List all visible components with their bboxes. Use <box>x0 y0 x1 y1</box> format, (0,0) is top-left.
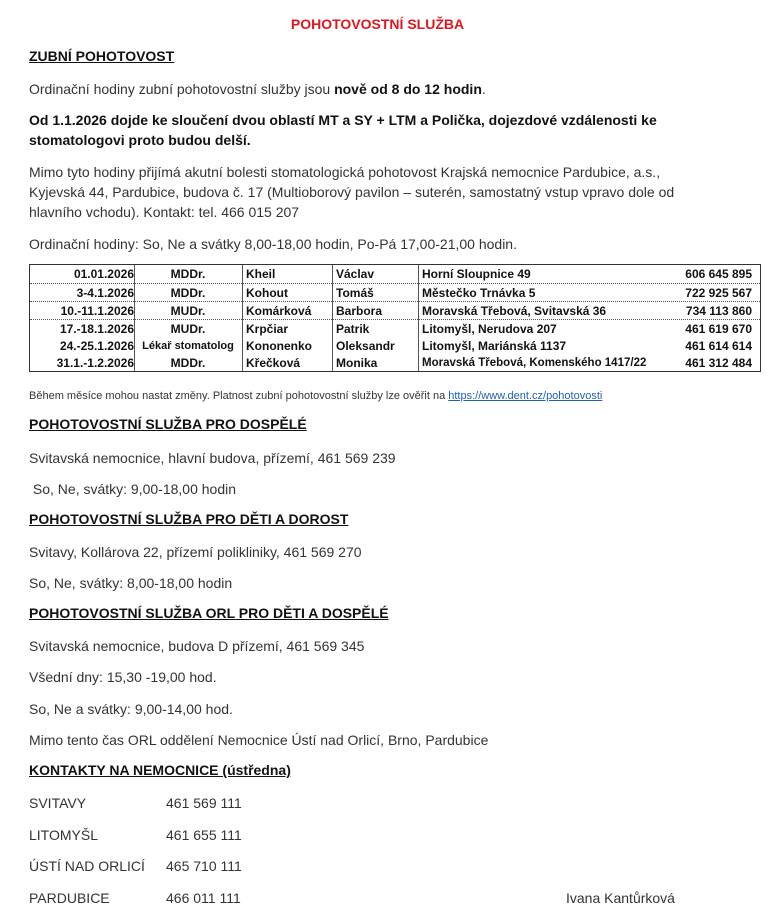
table-row <box>30 319 760 338</box>
phone-cell: 461 614 614 <box>685 339 752 353</box>
title-cell: MDDr. <box>170 267 206 281</box>
surname-cell: Kheil <box>246 267 276 281</box>
changes-note <box>29 389 602 403</box>
page-title: POHOTOVOSTNÍ SLUŽBA <box>290 16 465 32</box>
contact-phone: 461 655 111 <box>166 827 242 843</box>
name-cell: Monika <box>336 356 378 370</box>
surname-cell: Kononenko <box>246 339 312 353</box>
phone-cell: 722 925 567 <box>685 286 752 300</box>
ent-heading: POHOTOVOSTNÍ SLUŽBA ORL PRO DĚTI A DOSPĚLÉ <box>29 605 389 621</box>
contact-city: ÚSTÍ NAD ORLICÍ <box>29 858 145 874</box>
table-row <box>30 265 760 283</box>
adults-hours: So, Ne, svátky: 9,00-18,00 hodin <box>29 481 237 497</box>
table-row <box>30 301 760 320</box>
title-cell: Lékař stomatolog <box>142 340 234 352</box>
phone-cell: 606 645 895 <box>685 267 752 281</box>
address-cell: Litomyšl, Nerudova 207 <box>422 322 557 336</box>
contact-phone: 465 710 111 <box>166 858 242 874</box>
outside-hours-line2: Kyjevská 44, Pardubice, budova č. 17 (Multioborový pavilon – suterén, samostatný vstup vpravo dole od <box>29 184 675 200</box>
phone-cell: 461 619 670 <box>685 322 752 336</box>
name-cell: Oleksandr <box>336 339 395 353</box>
ent-weekend: So, Ne a svátky: 9,00-14,00 hod. <box>29 701 233 717</box>
surname-cell: Křečková <box>246 356 301 370</box>
name-cell: Barbora <box>336 304 383 318</box>
contact-city: SVITAVY <box>29 795 87 811</box>
surname-cell: Kohout <box>246 286 288 300</box>
table-row <box>30 337 760 355</box>
name-cell: Václav <box>336 267 375 281</box>
contact-city: PARDUBICE <box>29 890 110 906</box>
contact-phone: 466 011 111 <box>166 890 241 906</box>
address-cell: Horní Sloupnice 49 <box>422 267 531 281</box>
date-cell: 10.-11.1.2026 <box>60 304 134 318</box>
dental-hours-suffix: . <box>481 81 486 97</box>
table-row <box>30 354 760 372</box>
address-cell: Moravská Třebová, Komenského 1417/22 <box>422 357 647 369</box>
dental-heading: ZUBNÍ POHOTOVOST <box>29 48 175 64</box>
date-cell: 01.01.2026 <box>73 267 134 281</box>
signature: Ivana Kantůrková <box>566 890 675 906</box>
outside-hours-line1: Mimo tyto hodiny přijímá akutní bolesti stomatologická pohotovost Krajská nemocnice Pardubice, a.s., <box>29 164 661 180</box>
contact-city: LITOMYŠL <box>29 827 98 843</box>
date-cell: 3-4.1.2026 <box>76 286 134 300</box>
name-cell: Patrik <box>336 322 370 336</box>
changes-note-text: Během měsíce mohou nastat změny. Platnost zubní pohotovostní služby lze ověřit na <box>29 390 449 402</box>
title-cell: MDDr. <box>170 286 206 300</box>
merge-notice-line2: stomatologovi proto budou delší. <box>29 132 251 148</box>
address-cell: Městečko Trnávka 5 <box>422 286 536 300</box>
surname-cell: Komárková <box>246 304 312 318</box>
adults-address: Svitavská nemocnice, hlavní budova, přízemí, 461 569 239 <box>29 450 396 466</box>
date-cell: 17.-18.1.2026 <box>59 322 134 336</box>
office-hours: Ordinační hodiny: So, Ne a svátky 8,00-18,00 hodin, Po-Pá 17,00-21,00 hodin. <box>29 236 517 252</box>
address-cell: Moravská Třebová, Svitavská 36 <box>422 304 607 318</box>
table-row <box>30 283 760 302</box>
title-cell: MUDr. <box>170 322 206 336</box>
surname-cell: Krpčiar <box>246 322 289 336</box>
dental-hours <box>29 79 486 99</box>
address-cell: Litomyšl, Mariánská 1137 <box>422 339 567 353</box>
adults-heading: POHOTOVOSTNÍ SLUŽBA PRO DOSPĚLÉ <box>29 416 307 432</box>
children-address: Svitavy, Kollárova 22, přízemí polikliniky, 461 569 270 <box>29 544 362 560</box>
title-cell: MUDr. <box>170 304 206 318</box>
ent-weekdays: Všední dny: 15,30 -19,00 hod. <box>29 669 217 685</box>
ent-outside: Mimo tento čas ORL oddělení Nemocnice Ústí nad Orlicí, Brno, Pardubice <box>29 732 489 748</box>
children-hours: So, Ne, svátky: 8,00-18,00 hodin <box>29 575 233 591</box>
outside-hours-line3: hlavního vchodu). Kontakt: tel. 466 015 207 <box>29 204 300 220</box>
phone-cell: 461 312 484 <box>685 356 752 370</box>
title-cell: MDDr. <box>170 356 206 370</box>
dental-schedule-table <box>29 264 761 372</box>
phone-cell: 734 113 860 <box>685 304 752 318</box>
name-cell: Tomáš <box>336 286 374 300</box>
dental-hours-bold: nově od 8 do 12 hodin <box>334 81 482 97</box>
children-heading: POHOTOVOSTNÍ SLUŽBA PRO DĚTI A DOROST <box>29 511 349 527</box>
contact-phone: 461 569 111 <box>166 795 242 811</box>
contacts-heading: KONTAKTY NA NEMOCNICE (ústředna) <box>29 762 291 778</box>
ent-address: Svitavská nemocnice, budova D přízemí, 461 569 345 <box>29 638 365 654</box>
date-cell: 24.-25.1.2026 <box>59 339 134 353</box>
merge-notice-line1: Od 1.1.2026 dojde ke sloučení dvou oblastí MT a SY + LTM a Polička, dojezdové vzdálenosti ke <box>29 112 657 128</box>
dent-link[interactable]: https://www.dent.cz/pohotovosti <box>448 390 603 402</box>
dental-hours-prefix: Ordinační hodiny zubní pohotovostní služby jsou <box>29 81 335 97</box>
date-cell: 31.1.-1.2.2026 <box>56 356 134 370</box>
